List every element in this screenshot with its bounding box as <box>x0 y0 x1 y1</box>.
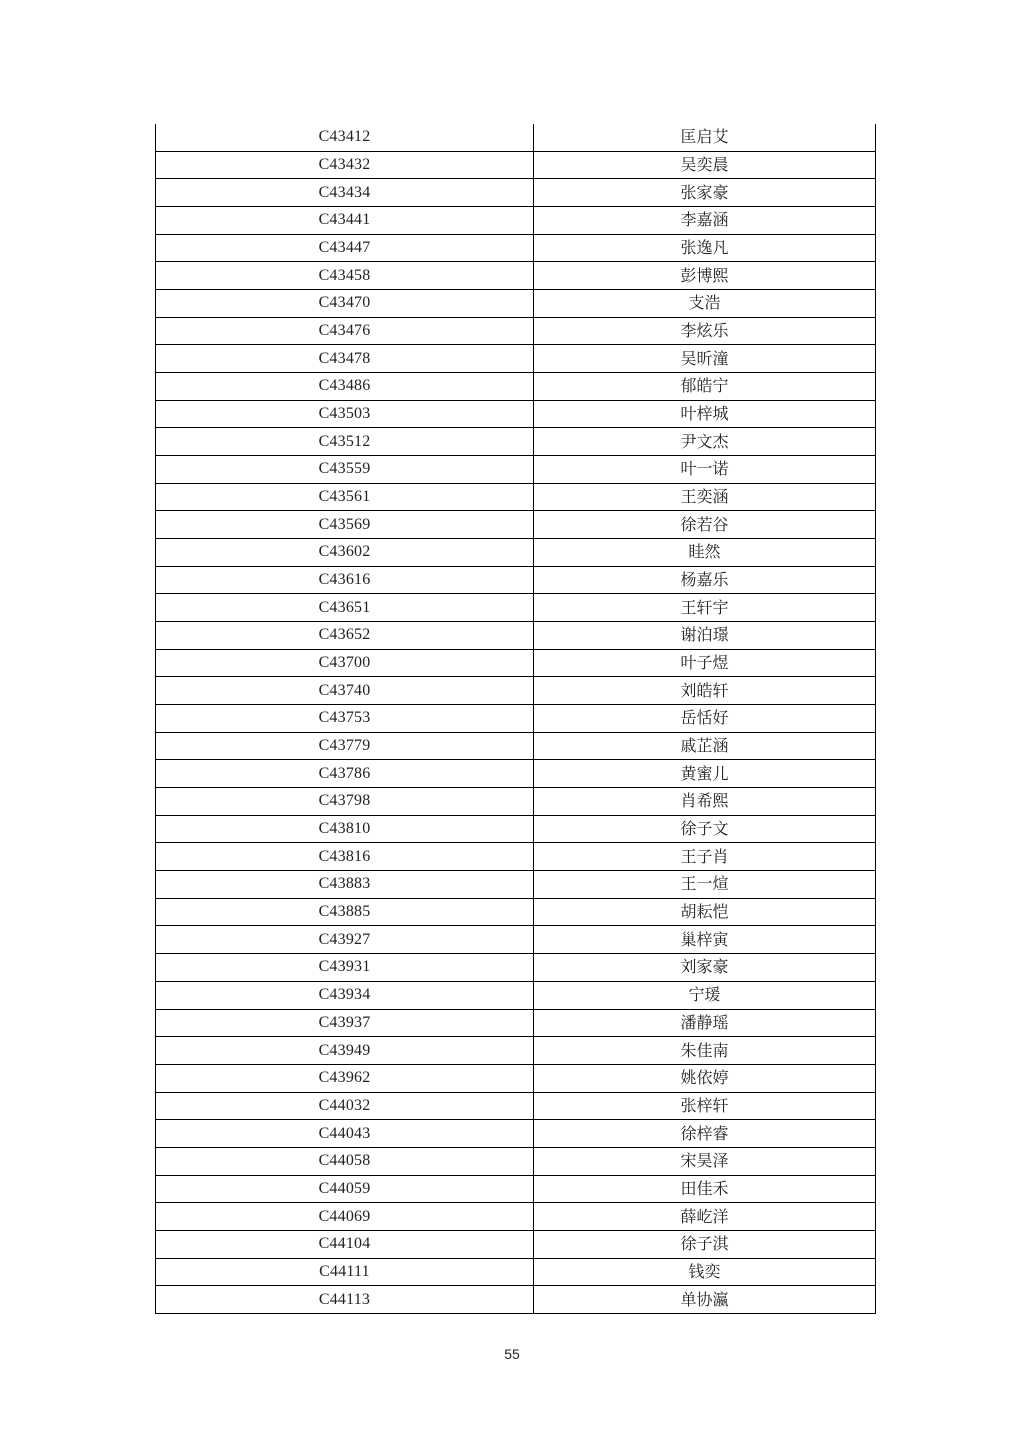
table-row <box>156 1203 876 1231</box>
table-row <box>156 649 876 677</box>
table-row <box>156 539 876 567</box>
table-row <box>156 262 876 290</box>
candidate-name-cell: 黄蜜儿 <box>534 760 876 788</box>
candidate-name-cell: 彭博熙 <box>534 262 876 290</box>
candidate-name-cell: 单协瀛 <box>534 1286 876 1314</box>
candidate-id-cell: C43753 <box>156 705 534 733</box>
candidate-id-cell: C43434 <box>156 179 534 207</box>
candidate-id-cell: C43740 <box>156 677 534 705</box>
candidate-id-cell: C43441 <box>156 207 534 235</box>
candidate-name-cell: 杨嘉乐 <box>534 566 876 594</box>
candidate-id-cell: C43512 <box>156 428 534 456</box>
candidate-name-cell: 眭然 <box>534 539 876 567</box>
candidate-id-cell: C44113 <box>156 1286 534 1314</box>
table-row <box>156 926 876 954</box>
candidate-id-cell: C43962 <box>156 1064 534 1092</box>
candidate-name-cell: 谢泊璟 <box>534 622 876 650</box>
candidate-name-cell: 李炫乐 <box>534 317 876 345</box>
candidate-id-cell: C44043 <box>156 1120 534 1148</box>
table-row <box>156 898 876 926</box>
candidate-id-cell: C43458 <box>156 262 534 290</box>
candidate-id-cell: C43561 <box>156 483 534 511</box>
table-row <box>156 179 876 207</box>
candidate-name-cell: 王奕涵 <box>534 483 876 511</box>
table-row <box>156 705 876 733</box>
candidate-id-cell: C43927 <box>156 926 534 954</box>
candidate-id-cell: C43470 <box>156 290 534 318</box>
candidate-name-cell: 匡启艾 <box>534 124 876 151</box>
candidate-id-cell: C43779 <box>156 732 534 760</box>
table-row <box>156 1064 876 1092</box>
candidate-name-cell: 叶梓城 <box>534 400 876 428</box>
candidate-id-cell: C44032 <box>156 1092 534 1120</box>
candidate-id-cell: C43476 <box>156 317 534 345</box>
table-row <box>156 1175 876 1203</box>
table-row <box>156 400 876 428</box>
candidate-name-cell: 田佳禾 <box>534 1175 876 1203</box>
candidate-id-cell: C43447 <box>156 234 534 262</box>
candidate-name-cell: 姚依婷 <box>534 1064 876 1092</box>
candidate-name-cell: 张梓轩 <box>534 1092 876 1120</box>
table-row <box>156 594 876 622</box>
candidate-name-cell: 戚芷涵 <box>534 732 876 760</box>
candidate-id-cell: C44059 <box>156 1175 534 1203</box>
candidate-name-cell: 巢梓寅 <box>534 926 876 954</box>
candidate-name-cell: 胡耘恺 <box>534 898 876 926</box>
page-number: 55 <box>504 1346 520 1362</box>
table-row <box>156 1092 876 1120</box>
candidate-name-cell: 岳恬好 <box>534 705 876 733</box>
candidate-name-cell: 宁瑗 <box>534 981 876 1009</box>
table-row <box>156 317 876 345</box>
candidate-name-cell: 徐子文 <box>534 815 876 843</box>
table-row <box>156 954 876 982</box>
candidate-name-cell: 王轩宇 <box>534 594 876 622</box>
table-row <box>156 1147 876 1175</box>
candidate-id-cell: C43934 <box>156 981 534 1009</box>
candidate-id-cell: C43883 <box>156 871 534 899</box>
candidate-name-cell: 刘家豪 <box>534 954 876 982</box>
table-row <box>156 871 876 899</box>
table-row <box>156 1037 876 1065</box>
table-row <box>156 815 876 843</box>
candidate-id-cell: C43885 <box>156 898 534 926</box>
table-row <box>156 207 876 235</box>
table-row <box>156 788 876 816</box>
candidate-name-cell: 王子肖 <box>534 843 876 871</box>
candidate-name-cell: 张家豪 <box>534 179 876 207</box>
candidate-name-cell: 徐子淇 <box>534 1230 876 1258</box>
candidate-name-cell: 尹文杰 <box>534 428 876 456</box>
roster-table-body <box>156 124 876 1313</box>
candidate-id-cell: C43569 <box>156 511 534 539</box>
table-row <box>156 1258 876 1286</box>
table-row <box>156 483 876 511</box>
candidate-name-cell: 钱奕 <box>534 1258 876 1286</box>
table-row <box>156 566 876 594</box>
table-row <box>156 124 876 151</box>
table-row <box>156 732 876 760</box>
candidate-id-cell: C43700 <box>156 649 534 677</box>
candidate-id-cell: C43412 <box>156 124 534 151</box>
table-row <box>156 1230 876 1258</box>
candidate-name-cell: 吴昕潼 <box>534 345 876 373</box>
candidate-name-cell: 郁皓宁 <box>534 373 876 401</box>
candidate-id-cell: C44104 <box>156 1230 534 1258</box>
table-row <box>156 290 876 318</box>
table-row <box>156 511 876 539</box>
table-row <box>156 1286 876 1314</box>
candidate-name-cell: 刘皓轩 <box>534 677 876 705</box>
candidate-name-cell: 朱佳南 <box>534 1037 876 1065</box>
candidate-id-cell: C43602 <box>156 539 534 567</box>
candidate-name-cell: 李嘉涵 <box>534 207 876 235</box>
table-row <box>156 456 876 484</box>
candidate-id-cell: C43810 <box>156 815 534 843</box>
table-row <box>156 677 876 705</box>
candidate-name-cell: 叶子煜 <box>534 649 876 677</box>
candidate-id-cell: C44111 <box>156 1258 534 1286</box>
candidate-name-cell: 支浩 <box>534 290 876 318</box>
candidate-id-cell: C43559 <box>156 456 534 484</box>
table-row <box>156 428 876 456</box>
candidate-name-cell: 薛屹洋 <box>534 1203 876 1231</box>
candidate-name-cell: 徐梓睿 <box>534 1120 876 1148</box>
table-row <box>156 1009 876 1037</box>
candidate-id-cell: C44058 <box>156 1147 534 1175</box>
candidate-name-cell: 潘静瑶 <box>534 1009 876 1037</box>
candidate-id-cell: C43652 <box>156 622 534 650</box>
roster-table <box>155 124 876 1314</box>
table-row <box>156 151 876 179</box>
candidate-id-cell: C43486 <box>156 373 534 401</box>
table-row <box>156 1120 876 1148</box>
table-row <box>156 373 876 401</box>
table-row <box>156 981 876 1009</box>
candidate-id-cell: C43651 <box>156 594 534 622</box>
candidate-id-cell: C43816 <box>156 843 534 871</box>
table-row <box>156 234 876 262</box>
candidate-id-cell: C43478 <box>156 345 534 373</box>
candidate-id-cell: C43798 <box>156 788 534 816</box>
candidate-id-cell: C43616 <box>156 566 534 594</box>
candidate-name-cell: 王一煊 <box>534 871 876 899</box>
candidate-id-cell: C43786 <box>156 760 534 788</box>
table-row <box>156 843 876 871</box>
candidate-name-cell: 宋昊泽 <box>534 1147 876 1175</box>
candidate-name-cell: 肖希熙 <box>534 788 876 816</box>
candidate-id-cell: C43937 <box>156 1009 534 1037</box>
candidate-name-cell: 张逸凡 <box>534 234 876 262</box>
candidate-id-cell: C44069 <box>156 1203 534 1231</box>
candidate-id-cell: C43931 <box>156 954 534 982</box>
table-row <box>156 760 876 788</box>
candidate-id-cell: C43432 <box>156 151 534 179</box>
table-row <box>156 622 876 650</box>
candidate-id-cell: C43949 <box>156 1037 534 1065</box>
table-row <box>156 345 876 373</box>
candidate-name-cell: 吴奕晨 <box>534 151 876 179</box>
candidate-name-cell: 叶一诺 <box>534 456 876 484</box>
candidate-id-cell: C43503 <box>156 400 534 428</box>
candidate-name-cell: 徐若谷 <box>534 511 876 539</box>
